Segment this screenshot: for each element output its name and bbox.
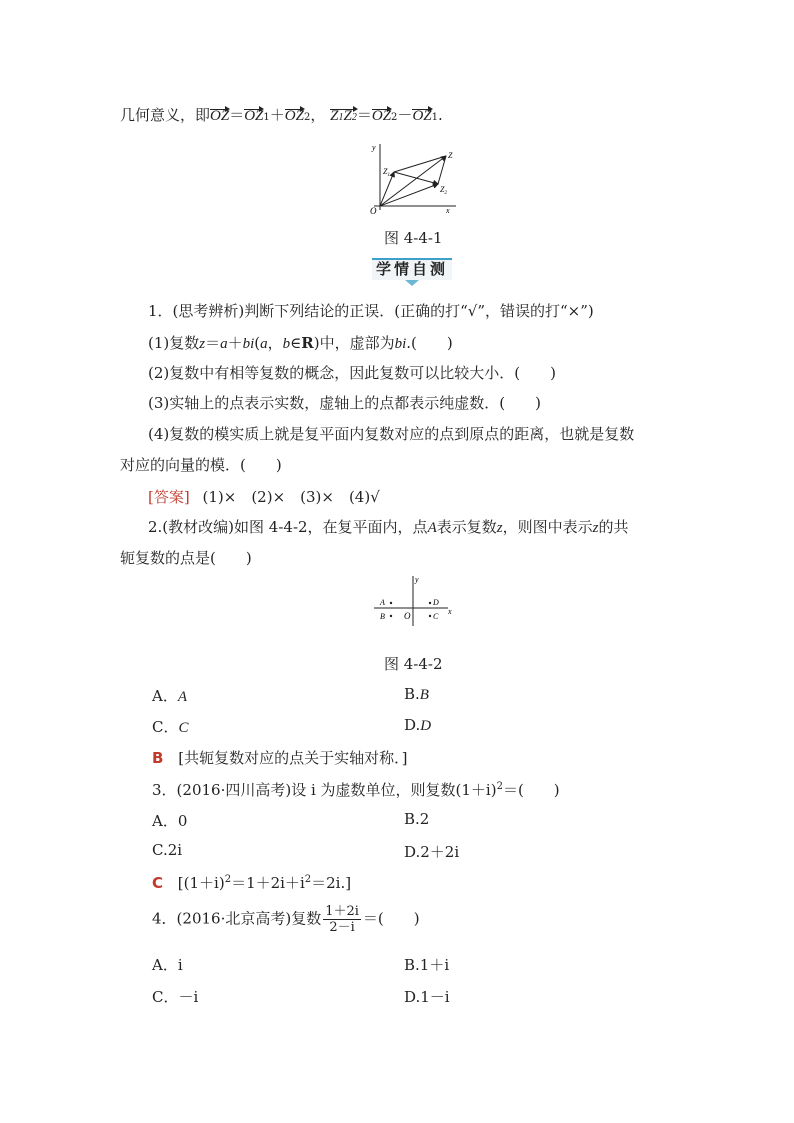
- fig1-label-z2: $Z_2$: [440, 185, 447, 196]
- answer-tag: [答案]: [148, 488, 190, 506]
- fig1-label-z1: $Z_1$: [383, 167, 390, 178]
- q2-line1: [148, 516, 628, 537]
- section-title-arrow: [405, 280, 419, 286]
- q1-item-1: [148, 332, 453, 353]
- q1-item-2: (2)复数中有相等复数的概念，因此复数可以比较大小．( ): [148, 364, 556, 382]
- q1-item-1-z: z: [199, 336, 206, 352]
- q4-fraction: [323, 904, 361, 935]
- fig1-label-y: y: [372, 143, 376, 152]
- option-value: 2i: [167, 841, 183, 859]
- option-label: D.: [404, 988, 421, 1006]
- option-label: B.: [404, 810, 420, 828]
- section-title: 学情自测: [372, 258, 452, 280]
- q1-item-1-bi: bi: [242, 336, 255, 352]
- figure2-caption: 图 4-4-2: [384, 655, 443, 673]
- figure-conjugate: [370, 574, 456, 630]
- q4-option-d[interactable]: [404, 986, 450, 1007]
- option-value: A: [177, 689, 188, 705]
- intro-prefix: 几何意义，即: [120, 106, 211, 124]
- option-label: D.: [404, 843, 421, 861]
- q1-item-1-paren: (: [254, 334, 261, 352]
- period: .: [438, 106, 443, 124]
- q2-option-d[interactable]: [404, 716, 431, 735]
- option-label: A．: [152, 956, 178, 974]
- option-value: C: [178, 720, 189, 736]
- q2-explanation: [共轭复数对应的点关于实轴对称．]: [178, 749, 408, 767]
- q1-item-1-b: b: [282, 336, 291, 352]
- q1-item-4-line2: 对应的向量的模．( ): [120, 456, 282, 474]
- option-label: B.: [404, 685, 420, 703]
- vec-z1z2: [394, 172, 438, 184]
- q2-point-a: A: [427, 520, 437, 536]
- fig1-label-z: Z: [448, 151, 453, 160]
- option-label: C．: [152, 988, 179, 1006]
- option-value: D: [420, 718, 432, 734]
- q1-item-4-line1: (4)复数的模实质上就是复平面内复数对应的点到原点的距离，也就是复数: [148, 425, 635, 443]
- q4-option-a[interactable]: [152, 954, 183, 975]
- vector-oz1: OZ: [244, 108, 264, 124]
- option-value: －i: [178, 988, 199, 1006]
- q4-option-c[interactable]: [152, 986, 198, 1007]
- q2-line2: 轭复数的点是( ): [120, 549, 252, 567]
- fig2-label-d: D: [433, 598, 439, 607]
- z2-letter: Z: [343, 108, 352, 124]
- plus: ＋: [269, 106, 285, 124]
- q4-stem-a: 4．(2016·北京高考)复数: [152, 909, 322, 928]
- option-label: A．: [152, 687, 178, 705]
- q4-stem: [152, 904, 420, 935]
- q1-item-1-bi2: bi: [394, 336, 407, 352]
- q1-item-1-in: ∈: [290, 334, 302, 352]
- fig2-label-x: x: [448, 607, 452, 616]
- q3-answer: [152, 872, 351, 893]
- q3-explanation: [178, 874, 351, 892]
- q3-stem-b: ＝( ): [502, 781, 560, 799]
- option-label: C.: [152, 841, 168, 859]
- fig2-label-c: C: [433, 612, 439, 621]
- q3-exp-b: ＝1＋2i＋i: [231, 874, 305, 892]
- option-value: 2: [419, 810, 430, 828]
- q1-answer-text: (1)× (2)× (3)× (4)√: [202, 488, 380, 506]
- fig2-point-b: [390, 615, 392, 617]
- option-label: D.: [404, 716, 421, 734]
- side-z2z: [438, 156, 446, 184]
- option-value: B: [419, 687, 429, 703]
- vector-oz1-b: OZ: [412, 108, 432, 124]
- q2-z2: z: [592, 520, 599, 536]
- equals-2: ＝: [356, 106, 372, 124]
- q4-denominator: 2－i: [329, 920, 355, 935]
- option-label: B.: [404, 956, 420, 974]
- option-value: 1－i: [420, 988, 450, 1006]
- q1-item-3: (3)实轴上的点表示实数，虚轴上的点都表示纯虚数．( ): [148, 394, 541, 412]
- option-value: 0: [177, 812, 188, 830]
- q2-answer: [152, 747, 407, 768]
- fig2-point-a: [390, 602, 392, 604]
- vector-oz: OZ: [210, 108, 230, 124]
- fig2-point-c: [429, 615, 431, 617]
- fig1-label-x: x: [446, 206, 450, 215]
- q3-option-c[interactable]: [152, 841, 182, 859]
- option-value: 1＋i: [419, 956, 450, 974]
- q2-line1-b: 表示复数: [436, 518, 497, 536]
- fig2-point-d: [429, 602, 431, 604]
- vector-oz2-b: OZ: [371, 108, 392, 124]
- vec-oz2: [380, 184, 438, 206]
- sub-2b: 2: [391, 112, 398, 123]
- q1-item-1-m: )中，虚部为: [313, 334, 395, 352]
- q3-exp-sup2: 2: [304, 874, 312, 885]
- q1-item-1-blank: .( ): [406, 334, 453, 352]
- q3-exp-sup1: 2: [224, 874, 232, 885]
- z2-sub: 2: [351, 112, 357, 123]
- minus: －: [397, 106, 413, 124]
- sub-1b: 1: [431, 112, 438, 123]
- q3-stem-a: 3．(2016·四川高考)设 i 为虚数单位，则复数(1＋i): [152, 781, 497, 799]
- option-label: C．: [152, 718, 179, 736]
- q1-item-1-a-var: a: [220, 336, 228, 352]
- q4-numerator: 1＋2i: [325, 904, 359, 919]
- q2-z1: z: [496, 520, 503, 536]
- option-value: 2＋2i: [420, 843, 460, 861]
- q1-item-1-eq: ＝: [205, 334, 221, 352]
- q3-stem-sup: 2: [496, 781, 503, 792]
- side-z1z: [394, 156, 446, 172]
- q2-answer-letter: B: [152, 749, 164, 767]
- vector-oz2: OZ: [284, 108, 304, 124]
- q3-option-a[interactable]: [152, 810, 187, 831]
- vector-z1z2: [330, 108, 357, 125]
- q1-item-1-comma: ，: [267, 334, 283, 352]
- option-label: A．: [152, 812, 178, 830]
- q1-item-1-a2: a: [260, 336, 268, 352]
- fig1-label-o: O: [370, 206, 377, 216]
- q1-item-1-plus: ＋: [227, 334, 243, 352]
- q1-item-1-r: R: [301, 334, 314, 352]
- figure1-caption: 图 4-4-1: [384, 229, 443, 247]
- q1-stem: 1．(思考辨析)判断下列结论的正误．(正确的打“√”，错误的打“×”): [148, 302, 594, 320]
- q1-item-1-a: (1)复数: [148, 334, 200, 352]
- fig2-label-a: A: [380, 598, 385, 607]
- q2-line1-d: 的共: [598, 518, 629, 536]
- q2-option-c[interactable]: [152, 716, 189, 737]
- z1-sub: 1: [338, 112, 344, 123]
- sep: ，: [310, 106, 326, 124]
- fig2-label-y: y: [415, 575, 419, 584]
- intro-line: [120, 104, 443, 125]
- fig2-label-o: O: [404, 611, 411, 621]
- z1-letter: Z: [330, 108, 339, 124]
- q4-stem-b: ＝( ): [362, 909, 420, 928]
- q2-option-b[interactable]: [404, 685, 429, 704]
- q3-option-b[interactable]: [404, 810, 429, 828]
- q4-option-b[interactable]: [404, 954, 449, 975]
- q3-stem: [152, 779, 560, 800]
- equals: ＝: [229, 106, 245, 124]
- q3-exp-a: [(1＋i): [177, 874, 225, 892]
- q2-line1-c: ，则图中表示: [502, 518, 593, 536]
- q3-answer-letter: C: [152, 874, 164, 892]
- sub-1: 1: [263, 112, 270, 123]
- q2-line1-a: 2.(教材改编)如图 4-4-2，在复平面内，点: [148, 518, 428, 536]
- figure-parallelogram: [366, 140, 458, 216]
- q3-option-d[interactable]: [404, 841, 459, 862]
- q2-option-a[interactable]: [152, 685, 187, 706]
- q1-answer: [148, 486, 380, 507]
- q3-exp-c: ＝2i.]: [311, 874, 352, 892]
- fig2-label-b: B: [380, 612, 385, 621]
- sub-2: 2: [303, 112, 311, 123]
- option-value: i: [177, 956, 183, 974]
